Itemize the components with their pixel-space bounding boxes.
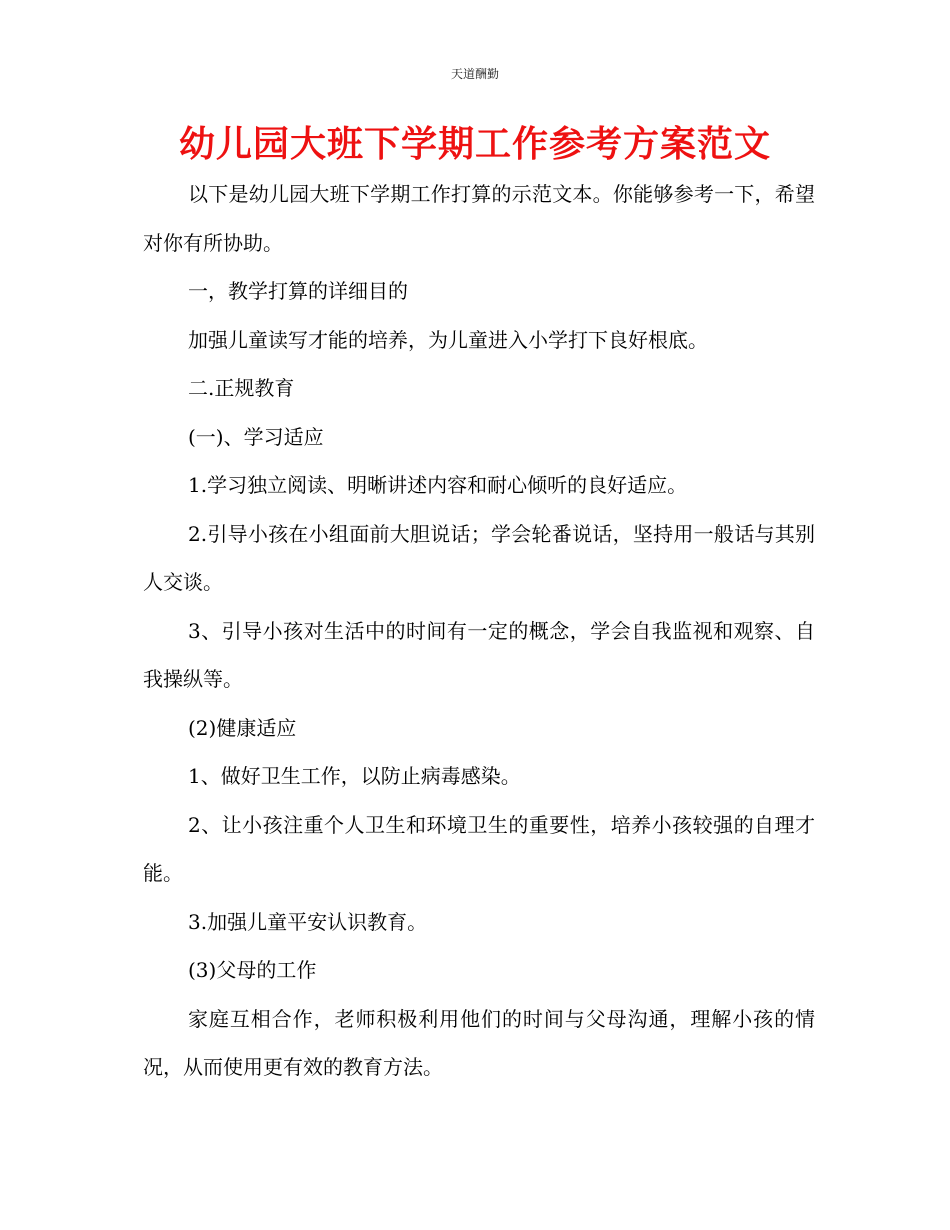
paragraph-goals: 加强儿童读写才能的培养，为儿童进入小学打下良好根底。 [188, 327, 708, 352]
paragraph-parent-work: 家庭互相合作，老师积极利用他们的时间与父母沟通，理解小孩的情况，从而使用更有效的教育方法。 [143, 1006, 815, 1079]
section-heading-formal-education: 二.正规教育 [188, 376, 295, 400]
list-item: 2、让小孩注重个人卫生和环境卫生的重要性，培养小孩较强的自理才能。 [143, 812, 815, 885]
list-item: 1.学习独立阅读、明晰讲述内容和耐心倾听的良好适应。 [188, 473, 688, 497]
document-body [143, 170, 815, 1092]
list-item: 3、引导小孩对生活中的时间有一定的概念，学会自我监视和观察、自我操纵等。 [143, 618, 815, 691]
list-item: 3.加强儿童平安认识教育。 [188, 909, 428, 934]
subheading-study-habits: (一)、学习适应 [188, 424, 324, 449]
page-header: 天道酬勤 [450, 67, 499, 81]
subheading-parent-work: (3)父母的工作 [188, 958, 317, 982]
list-item: 1、做好卫生工作，以防止病毒感染。 [188, 764, 521, 788]
section-heading-goals: 一，教学打算的详细目的 [188, 279, 408, 303]
document-title: 幼儿园大班下学期工作参考方案范文 [178, 124, 771, 165]
list-item: 2.引导小孩在小组面前大胆说话；学会轮番说话，坚持用一般话与其别人交谈。 [143, 521, 815, 594]
paragraph-intro: 以下是幼儿园大班下学期工作打算的示范文本。你能够参考一下，希望对你有所协助。 [143, 182, 815, 255]
subheading-health-habits: (2)健康适应 [188, 715, 297, 740]
